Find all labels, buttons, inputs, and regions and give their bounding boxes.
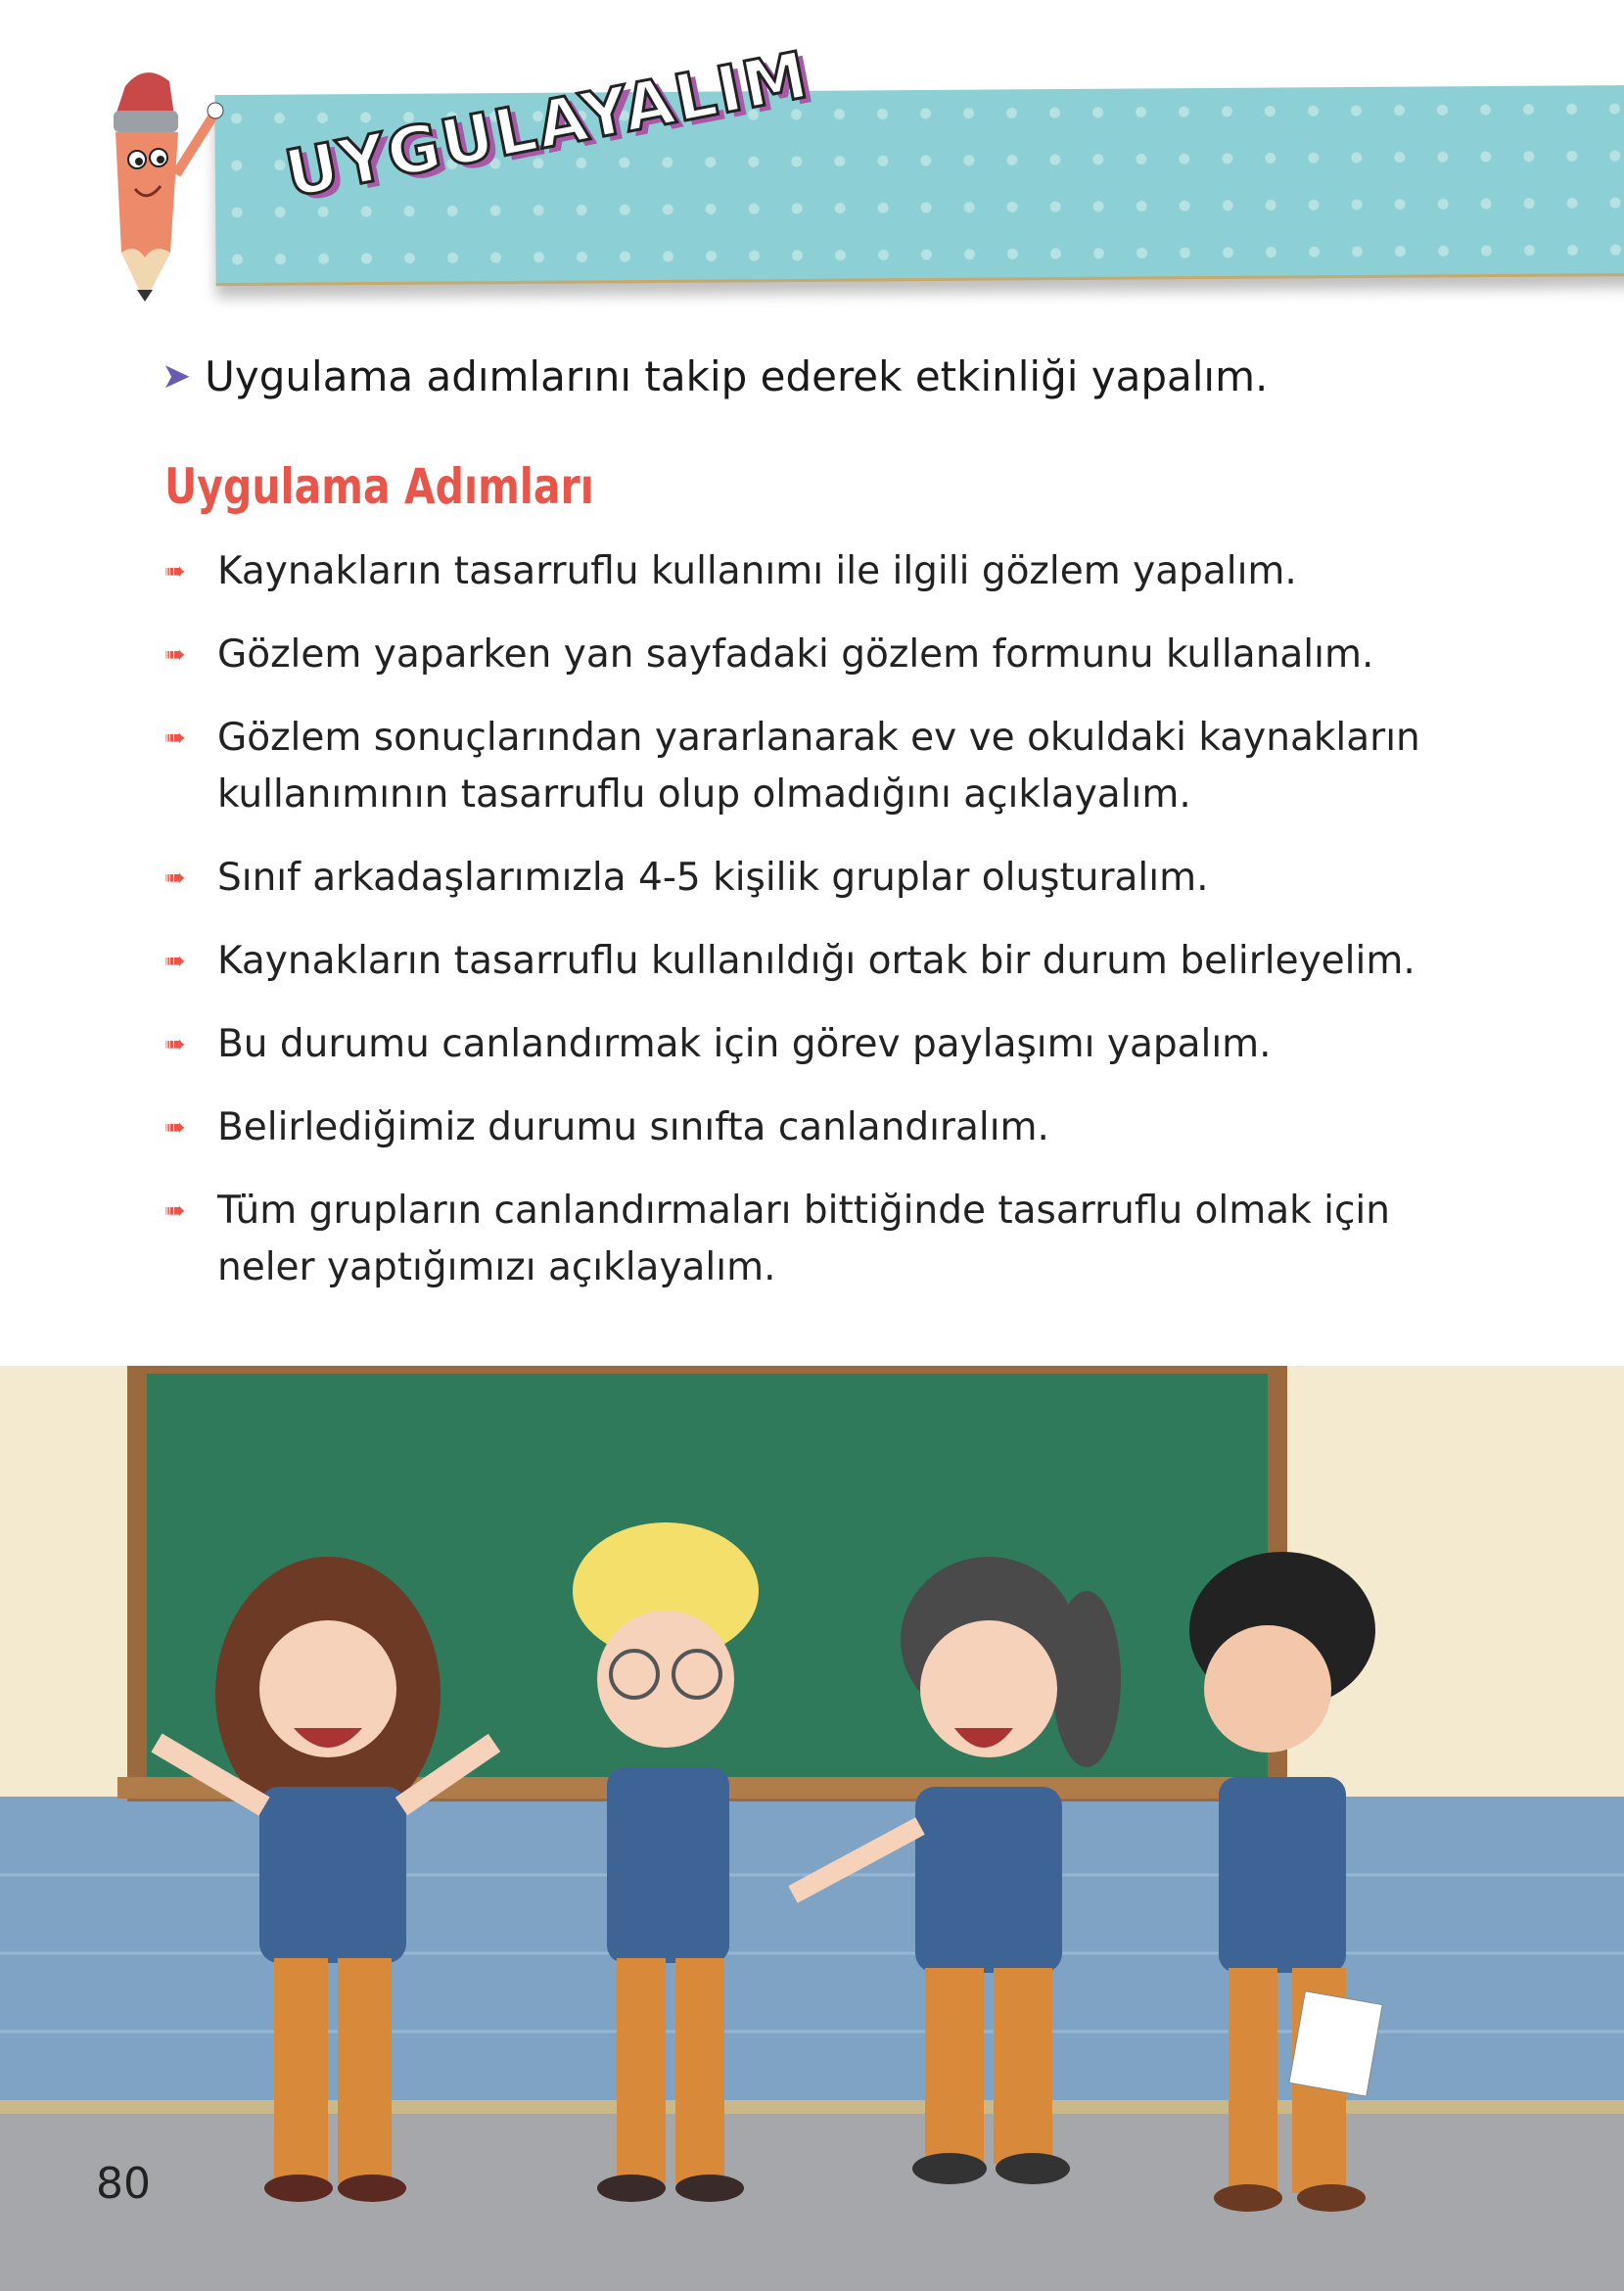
page-number: 80 <box>96 2159 151 2209</box>
step-text: Gözlem sonuçlarından yararlanarak ev ve okuldaki kaynakların kullanımının tasarruflu olup olmadığını açıklayalım. <box>217 716 1420 817</box>
instruction-text: Uygulama adımlarını takip ederek etkinliği yapalım. <box>205 352 1269 400</box>
step-text: Tüm grupların canlandırmaları bittiğinde tasarruflu olmak için neler yaptığımızı açıklayalım. <box>217 1189 1390 1289</box>
list-item <box>164 1099 1437 1156</box>
list-item <box>164 710 1437 823</box>
step-text: Kaynakların tasarruflu kullanımı ile ilgili gözlem yapalım. <box>217 549 1297 593</box>
arrow-bullet-icon: ➠ <box>164 1113 186 1143</box>
steps-list <box>164 543 1437 1323</box>
step-text: Bu durumu canlandırmak için görev paylaşımı yapalım. <box>217 1022 1272 1066</box>
list-item <box>164 850 1437 907</box>
list-item <box>164 1016 1437 1073</box>
section-heading: Uygulama Adımları <box>164 458 594 515</box>
arrow-bullet-icon: ➠ <box>164 1030 186 1059</box>
step-text: Gözlem yaparken yan sayfadaki gözlem formunu kullanalım. <box>217 632 1374 677</box>
list-item <box>164 627 1437 683</box>
arrow-bullet-icon: ➠ <box>164 947 186 976</box>
list-item <box>164 543 1437 600</box>
arrow-bullet-icon: ➠ <box>164 640 186 670</box>
instruction <box>162 352 1268 400</box>
step-text: Sınıf arkadaşlarımızla 4-5 kişilik gruplar oluşturalım. <box>217 856 1209 900</box>
arrow-bullet-icon: ➠ <box>164 724 186 753</box>
arrow-bullet-icon: ➠ <box>164 557 186 586</box>
list-item <box>164 933 1437 990</box>
step-text: Belirlediğimiz durumu sınıfta canlandıralım. <box>217 1105 1049 1149</box>
pencil-mascot-icon <box>86 57 233 311</box>
arrow-bullet-icon: ➠ <box>164 1196 186 1226</box>
paper-sheet <box>1289 1991 1382 2096</box>
banner-title: UYGULAYALIM <box>279 36 815 212</box>
list-item <box>164 1183 1437 1296</box>
arrow-bullet-icon: ➠ <box>164 864 186 893</box>
step-text: Kaynakların tasarruflu kullanıldığı ortak bir durum belirleyelim. <box>217 939 1415 983</box>
classroom-illustration <box>0 1356 1624 2291</box>
arrow-icon: ➤ <box>162 356 192 397</box>
